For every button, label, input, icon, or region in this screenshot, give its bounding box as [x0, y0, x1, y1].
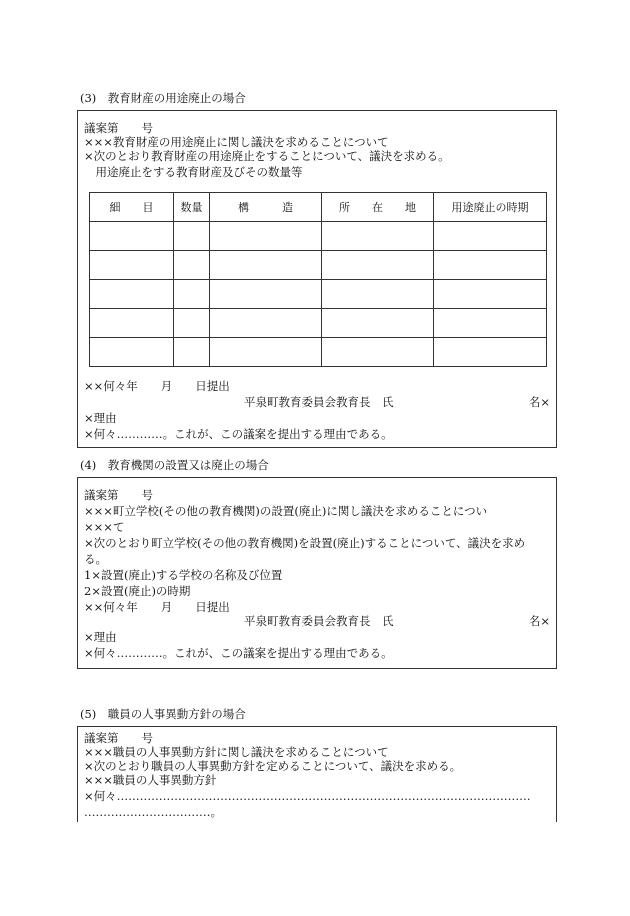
reason-label: ×理由 — [84, 630, 117, 644]
submission-date: ××何々年 月 日提出 — [84, 379, 230, 393]
policy-name-line: ×××職員の人事異動方針 — [84, 773, 217, 787]
asset-table — [89, 192, 547, 367]
bill-number-line: 議案第 号 — [84, 488, 153, 502]
section-3-box — [77, 110, 557, 448]
table-cell — [434, 251, 547, 280]
item-1-line: 1×設置(廃止)する学校の名称及び位置 — [84, 568, 283, 582]
bill-number-line: 議案第 号 — [84, 731, 153, 745]
bill-body-line: ×次のとおり町立学校(その他の教育機関)を設置(廃止)することについて、議決を求め — [84, 536, 526, 550]
table-cell — [90, 222, 174, 251]
table-row — [90, 309, 547, 338]
table-cell — [90, 280, 174, 309]
reason-text: ×何々…………。これが、この議案を提出する理由である。 — [84, 646, 393, 660]
section-5-heading: (5) 職員の人事異動方針の場合 — [80, 707, 246, 721]
table-cell — [90, 338, 174, 367]
bill-title-line: ×××教育財産の用途廃止に関し議決を求めることについて — [84, 135, 389, 149]
table-cell — [322, 251, 434, 280]
header-abolition-date: 用途廃止の時期 — [434, 193, 547, 222]
bill-body-continuation: る。 — [84, 552, 107, 566]
table-cell — [210, 309, 322, 338]
table-cell — [174, 251, 210, 280]
bill-body-line: ×次のとおり教育財産の用途廃止をすることについて、議決を求める。 — [84, 149, 450, 163]
table-cell — [434, 338, 547, 367]
table-cell — [174, 280, 210, 309]
table-caption: 用途廃止をする教育財産及びその数量等 — [84, 165, 303, 179]
table-cell — [210, 338, 322, 367]
table-cell — [210, 280, 322, 309]
bill-number-line: 議案第 号 — [84, 121, 153, 135]
table-row — [90, 251, 547, 280]
header-item: 細 目 — [90, 193, 174, 222]
table-cell — [174, 338, 210, 367]
table-cell — [322, 309, 434, 338]
table-row — [90, 338, 547, 367]
bill-title-line: ×××職員の人事異動方針に関し議決を求めることについて — [84, 745, 389, 759]
table-header-row — [90, 193, 547, 222]
table-row — [90, 222, 547, 251]
table-cell — [210, 222, 322, 251]
header-quantity: 数量 — [174, 193, 210, 222]
bill-body-line: ×次のとおり職員の人事異動方針を定めることについて、議決を求める。 — [84, 759, 462, 773]
header-location: 所 在 地 — [322, 193, 434, 222]
section-4-box — [77, 477, 557, 669]
header-structure: 構 造 — [210, 193, 322, 222]
section-3-heading: (3) 教育財産の用途廃止の場合 — [80, 91, 246, 105]
signer-suffix: 名× — [528, 395, 550, 409]
section-5-box — [77, 726, 557, 822]
table-cell — [174, 222, 210, 251]
table-cell — [322, 280, 434, 309]
signer-line: 平泉町教育委員会教育長 氏 — [244, 395, 394, 409]
table-cell — [210, 251, 322, 280]
reason-text: ×何々…………。これが、この議案を提出する理由である。 — [84, 427, 393, 441]
bill-title-continuation: ×××て — [84, 520, 125, 534]
reason-label: ×理由 — [84, 411, 117, 425]
bill-title-line: ×××町立学校(その他の教育機関)の設置(廃止)に関し議決を求めることについ — [84, 504, 488, 518]
section-4-heading: (4) 教育機関の設置又は廃止の場合 — [80, 458, 269, 472]
table-cell — [90, 309, 174, 338]
table-cell — [322, 222, 434, 251]
policy-text-line: ×何々……………………………………………………………………………………………… — [84, 789, 531, 803]
policy-text-continuation: ……………………………。 — [84, 805, 222, 819]
table-cell — [434, 280, 547, 309]
table-cell — [434, 222, 547, 251]
table-cell — [90, 251, 174, 280]
table-cell — [322, 338, 434, 367]
submission-date: ××何々年 月 日提出 — [84, 600, 230, 614]
signer-line: 平泉町教育委員会教育長 氏 — [244, 614, 394, 628]
signer-suffix: 名× — [528, 614, 550, 628]
table-row — [90, 280, 547, 309]
item-2-line: 2×設置(廃止)の時期 — [84, 584, 191, 598]
table-cell — [174, 309, 210, 338]
table-cell — [434, 309, 547, 338]
